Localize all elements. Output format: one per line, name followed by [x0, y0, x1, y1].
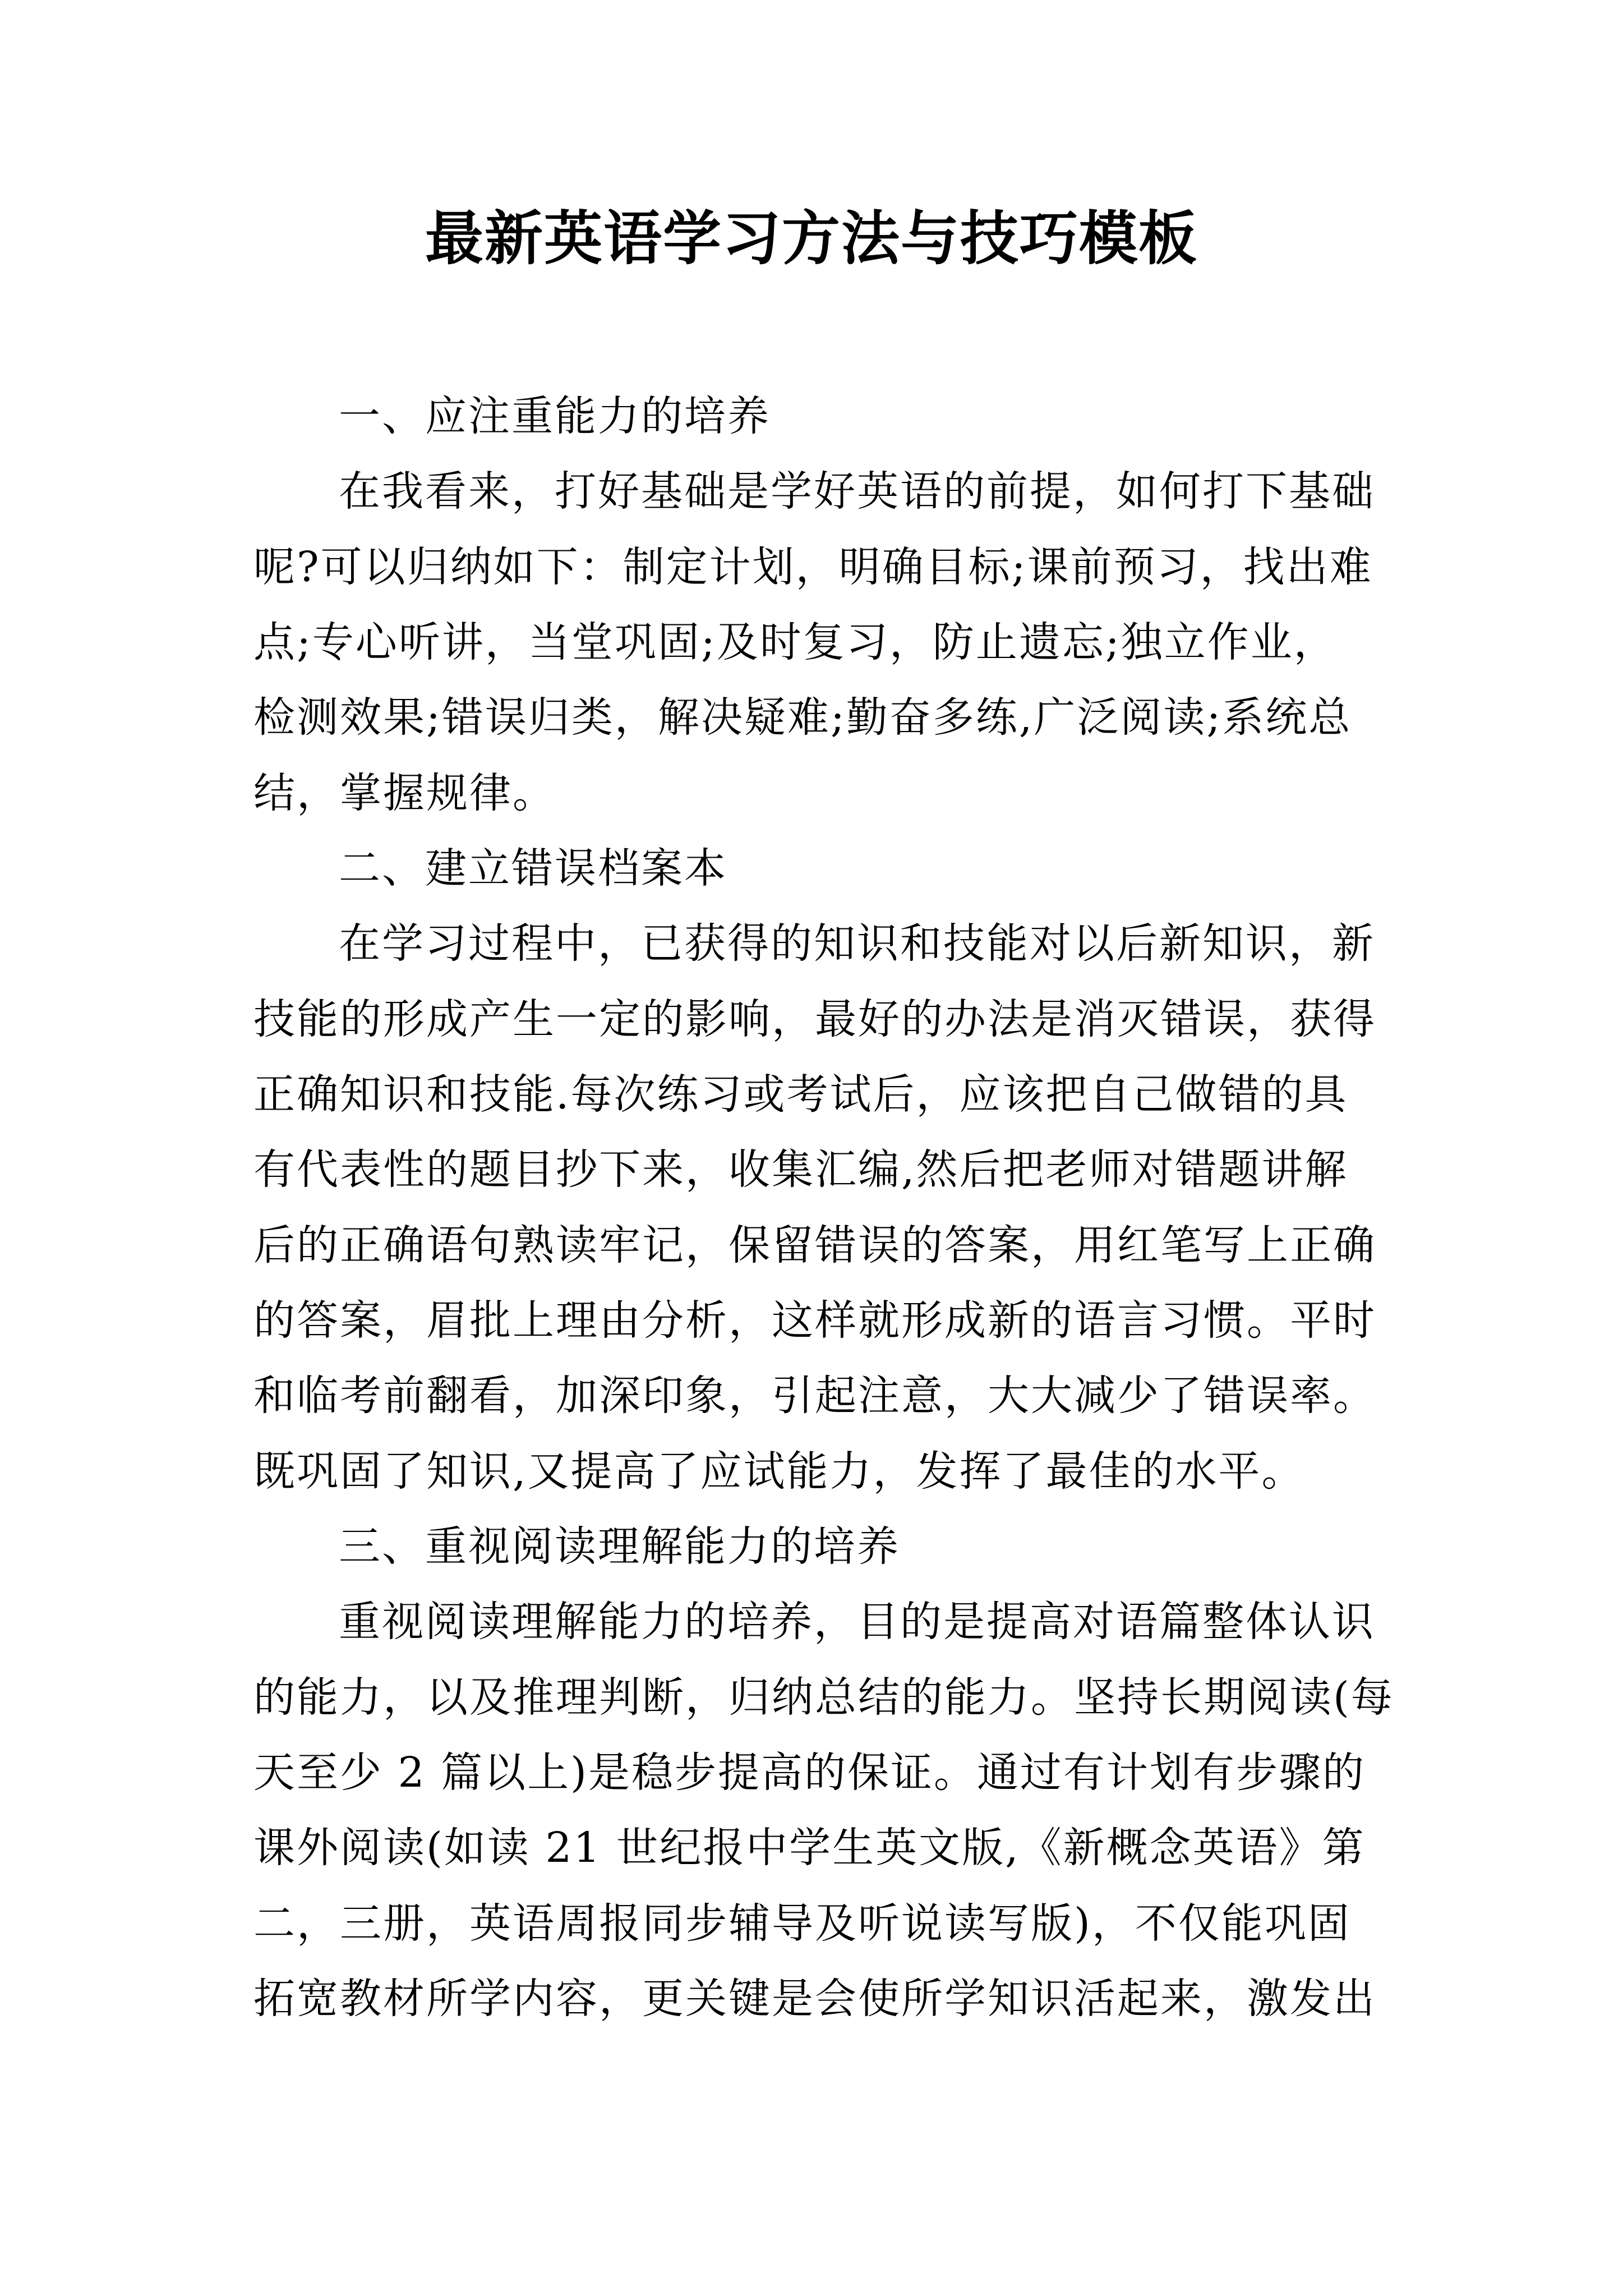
- paragraph-line: 二，三册，英语周报同步辅导及听说读写版)，不仅能巩固: [253, 1899, 1351, 1948]
- paragraph-line: 结，掌握规律。: [253, 769, 556, 817]
- paragraph-line: 后的正确语句熟读牢记，保留错误的答案，用红笔写上正确: [253, 1221, 1376, 1269]
- paragraph-line: 检测效果;错误归类，解决疑难;勤奋多练,广泛阅读;系统总: [253, 693, 1352, 742]
- paragraph-line: 的能力，以及推理判断，归纳总结的能力。坚持长期阅读(每: [253, 1673, 1394, 1722]
- section-heading-3: 三、重视阅读理解能力的培养: [339, 1522, 900, 1571]
- paragraph-line: 拓宽教材所学内容，更关键是会使所学知识活起来，激发出: [253, 1975, 1376, 2023]
- paragraph-line: 呢?可以归纳如下：制定计划，明确目标;课前预习，找出难: [253, 543, 1373, 591]
- paragraph-line: 课外阅读(如读 21 世纪报中学生英文版,《新概念英语》第: [253, 1824, 1366, 1872]
- paragraph-line: 有代表性的题目抄下来，收集汇编,然后把老师对错题讲解: [253, 1145, 1348, 1194]
- paragraph-line: 的答案，眉批上理由分析，这样就形成新的语言习惯。平时: [253, 1296, 1376, 1345]
- paragraph-line: 既巩固了知识,又提高了应试能力，发挥了最佳的水平。: [253, 1447, 1305, 1496]
- paragraph-line: 点;专心听讲，当堂巩固;及时复习，防止遗忘;独立作业，: [253, 618, 1337, 666]
- paragraph-line: 在我看来，打好基础是学好英语的前提，如何打下基础: [339, 467, 1375, 516]
- document-title: 最新英语学习方法与技巧模板: [425, 204, 1198, 273]
- paragraph-line: 正确知识和技能.每次练习或考试后，应该把自己做错的具: [253, 1070, 1348, 1119]
- section-heading-1: 一、应注重能力的培养: [339, 392, 771, 440]
- paragraph-line: 在学习过程中，已获得的知识和技能对以后新知识，新: [339, 919, 1375, 968]
- paragraph-line: 天至少 2 篇以上)是稳步提高的保证。通过有计划有步骤的: [253, 1749, 1366, 1797]
- paragraph-line: 技能的形成产生一定的影响，最好的办法是消灭错误，获得: [253, 995, 1376, 1043]
- paragraph-line: 重视阅读理解能力的培养，目的是提高对语篇整体认识: [339, 1598, 1375, 1646]
- paragraph-line: 和临考前翻看，加深印象，引起注意，大大减少了错误率。: [253, 1372, 1376, 1420]
- section-heading-2: 二、建立错误档案本: [339, 844, 727, 892]
